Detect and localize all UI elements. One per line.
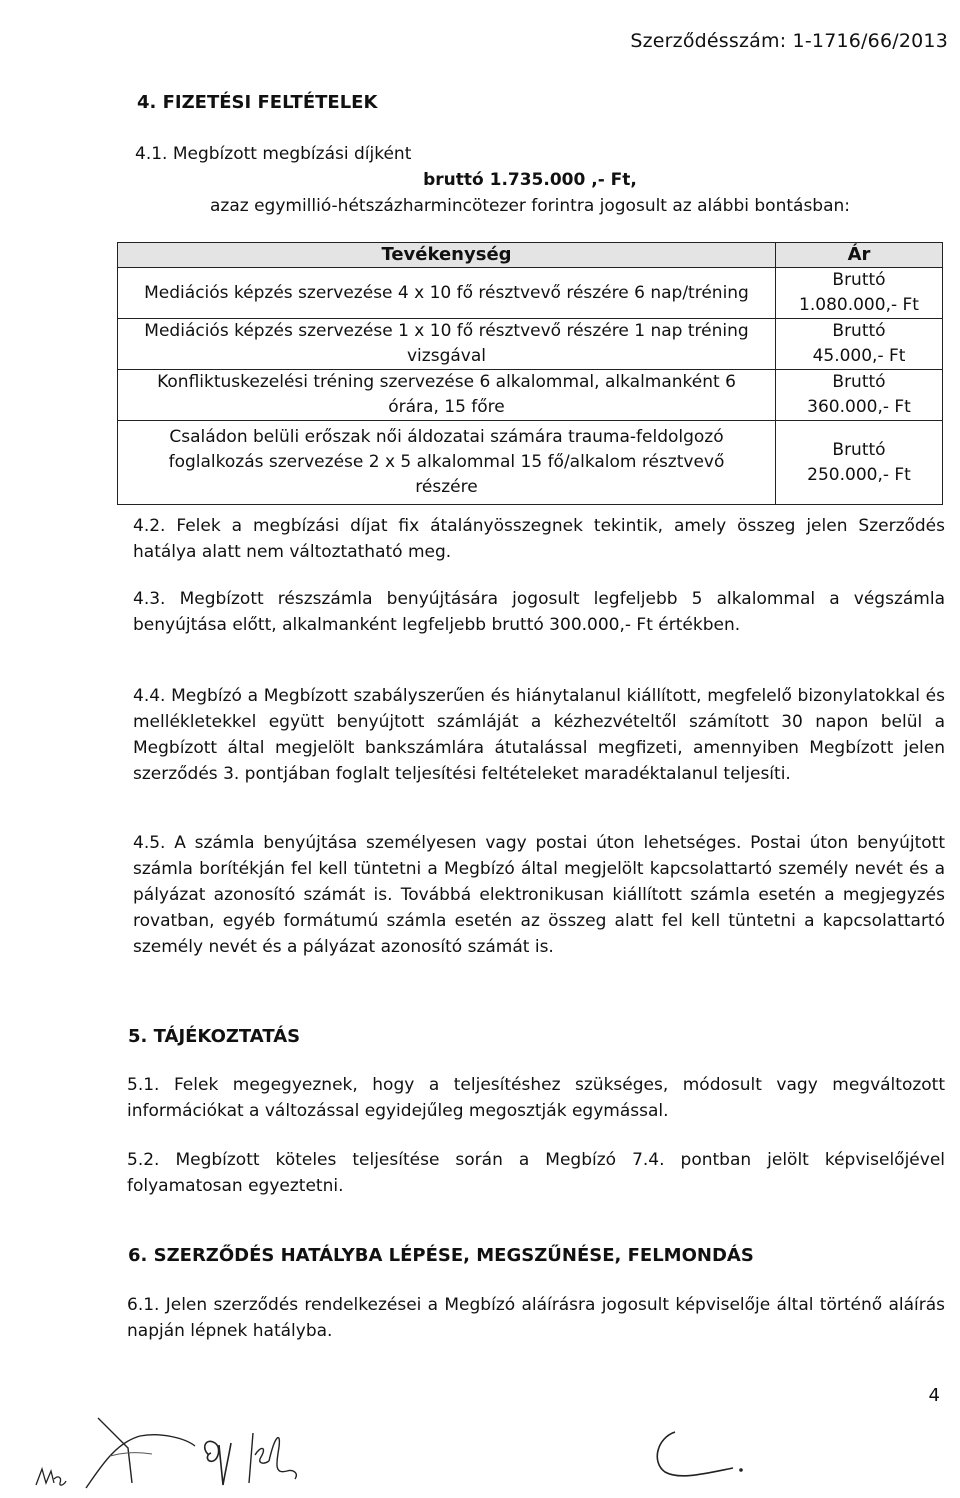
section-6-title: 6. SZERZŐDÉS HATÁLYBA LÉPÉSE, MEGSZŰNÉSE, FELMONDÁS: [128, 1245, 754, 1266]
header-activity: Tevékenység: [118, 243, 776, 268]
handwritten-signature-middle: [195, 1425, 305, 1495]
activity-cell: Konfliktuskezelési tréning szervezése 6 alkalommal, alkalmanként 6 órára, 15 főre: [118, 370, 776, 421]
handwritten-signature-left: [80, 1408, 200, 1493]
fee-amount: bruttó 1.735.000 ,- Ft,: [423, 170, 637, 190]
price-cell: [776, 319, 943, 370]
price-cell: [776, 421, 943, 505]
initials-signature: [34, 1465, 68, 1489]
price-value: 360.000,- Ft: [807, 397, 911, 417]
price-value: 250.000,- Ft: [807, 464, 911, 485]
activity-cell: Mediációs képzés szervezése 4 x 10 fő résztvevő részére 6 nap/tréning: [118, 268, 776, 319]
section-4-title: 4. FIZETÉSI FELTÉTELEK: [137, 92, 378, 113]
price-value: 1.080.000,- Ft: [799, 295, 919, 315]
paragraph-4-1-intro: 4.1. Megbízott megbízási díjként: [135, 144, 412, 164]
table-row: [118, 370, 943, 421]
price-value: 45.000,- Ft: [812, 346, 906, 366]
paragraph-5-1: 5.1. Felek megegyeznek, hogy a teljesítéshez szükséges, módosult vagy megváltozott információkat a változással egyidejűleg megosztják egymással.: [127, 1075, 945, 1121]
fee-breakdown-table: [117, 242, 943, 505]
price-label: Bruttó: [832, 321, 886, 341]
table-row: [118, 319, 943, 370]
paragraph-4-3: 4.3. Megbízott részszámla benyújtására jogosult legfeljebb 5 alkalommal a végszámla benyújtása előtt, alkalmanként legfeljebb bruttó 300.000,- Ft értékben.: [133, 589, 945, 635]
paragraph-5-2: 5.2. Megbízott köteles teljesítése során a Megbízó 7.4. pontban jelölt képviselőjével folyamatosan egyeztetni.: [127, 1150, 945, 1196]
handwritten-signature-right: [645, 1418, 755, 1488]
activity-cell: Mediációs képzés szervezése 1 x 10 fő résztvevő részére 1 nap tréning vizsgával: [118, 319, 776, 370]
price-label: Bruttó: [832, 270, 886, 290]
page-number: 4: [928, 1385, 940, 1406]
price-label: Bruttó: [832, 372, 886, 392]
paragraph-6-1: 6.1. Jelen szerződés rendelkezései a Megbízó aláírásra jogosult képviselője által történő aláírás napján lépnek hatályba.: [127, 1295, 945, 1341]
price-label: Bruttó: [832, 439, 886, 460]
paragraph-4-4: 4.4. Megbízó a Megbízott szabályszerűen és hiánytalanul kiállított, megfelelő bizonylatokkal és mellékletekkel együtt benyújtott számláját a kézhezvételtől számított 30 napon belül a Megbízott által megjelölt bankszámlára átutalással megfizeti, amennyiben Megbízott jelen szerződés 3. pontjában foglalt teljesítési feltételeket maradéktalanul teljesíti.: [133, 686, 945, 784]
header-price: Ár: [776, 243, 943, 268]
fee-amount-in-words: azaz egymillió-hétszázharmincötezer forintra jogosult az alábbi bontásban:: [209, 196, 851, 216]
section-5-title: 5. TÁJÉKOZTATÁS: [128, 1026, 301, 1047]
table-header-row: [118, 243, 943, 268]
price-cell: [776, 370, 943, 421]
price-cell: [776, 268, 943, 319]
paragraph-4-2: 4.2. Felek a megbízási díjat fix átalányösszegnek tekintik, amely összeg jelen Szerződés hatálya alatt nem változtatható meg.: [133, 516, 945, 562]
activity-cell: Családon belüli erőszak női áldozatai számára trauma-feldolgozó foglalkozás szervezése 2 x 5 alkalommal 15 fő/alkalom résztvevő részére: [118, 421, 776, 505]
table-row: [118, 421, 943, 505]
paragraph-4-5: 4.5. A számla benyújtása személyesen vagy postai úton lehetséges. Postai úton benyújtott számla borítékján fel kell tüntetni a Megbízó által megjelölt kapcsolattartó személy nevét és a pályázat azonosító számát is. Továbbá elektronikusan kiállított számla esetén a megjegyzés rovatban, egyéb formátumú számla esetén az összeg alatt fel kell tüntetni a kapcsolattartó személy nevét és a pályázat azonosító számát is.: [133, 833, 945, 957]
table-row: [118, 268, 943, 319]
contract-number: Szerződésszám: 1-1716/66/2013: [630, 30, 948, 52]
